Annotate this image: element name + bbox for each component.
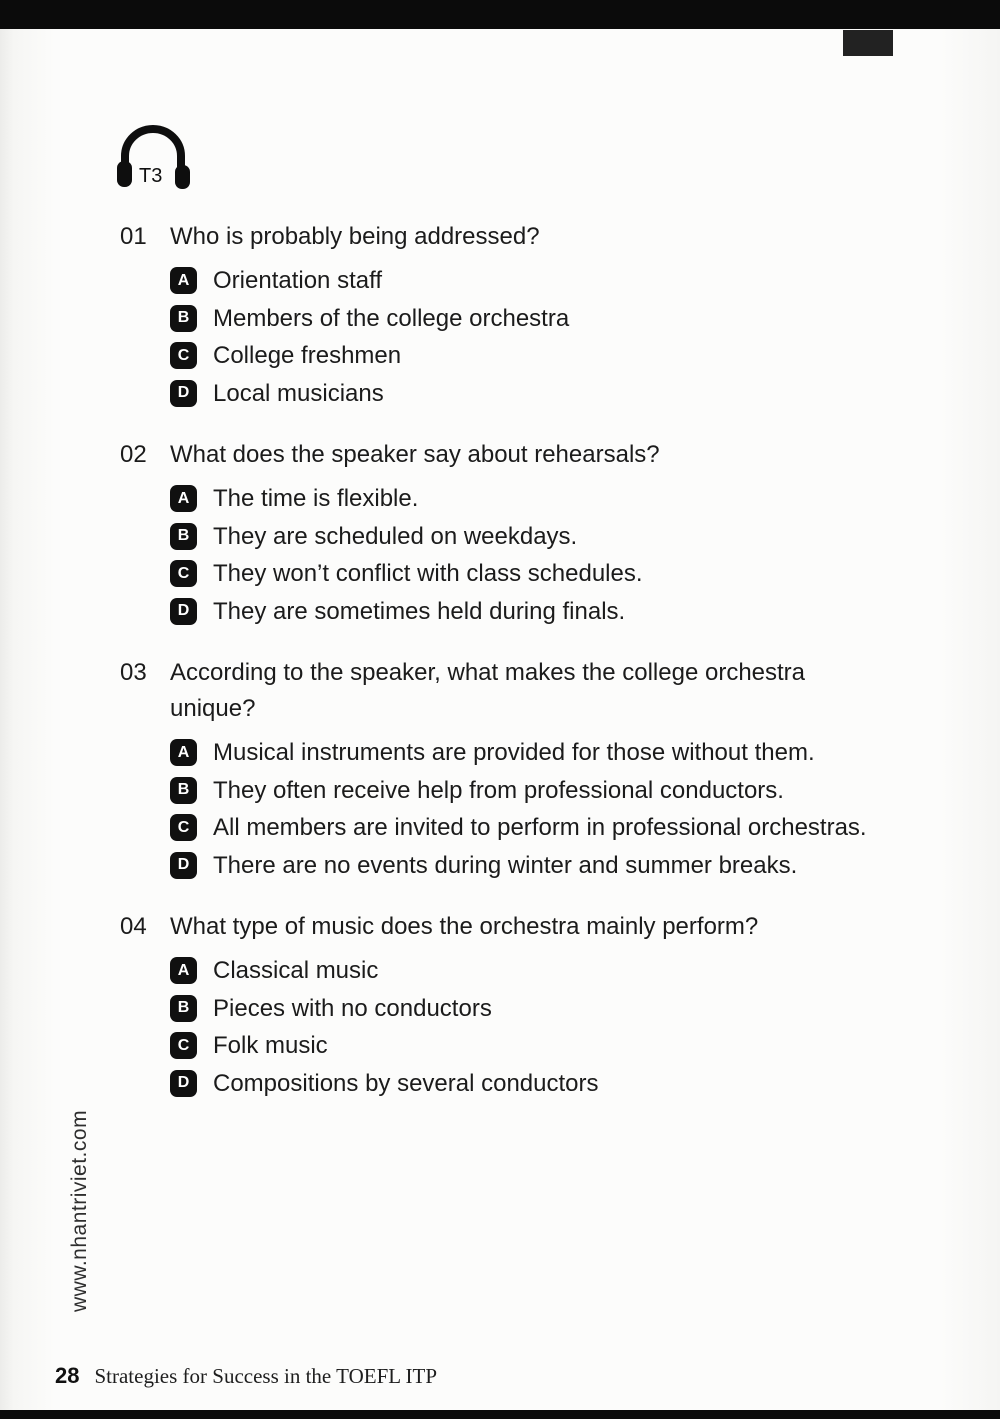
- option-letter-badge: C: [170, 342, 197, 369]
- question-number: 02: [120, 441, 147, 468]
- option-b: [170, 519, 1000, 555]
- option-b: [170, 301, 1000, 337]
- book-title: Strategies for Success in the TOEFL ITP: [94, 1364, 438, 1388]
- option-letter-badge: A: [170, 485, 197, 512]
- option-text: They are scheduled on weekdays.: [213, 522, 578, 550]
- option-text: They won’t conflict with class schedules.: [213, 560, 643, 587]
- audio-track-label: T3: [139, 165, 163, 187]
- option-letter-badge: B: [170, 777, 197, 804]
- question-03: [120, 655, 1000, 909]
- option-a: [170, 953, 1000, 989]
- question-04: [120, 909, 1000, 1127]
- option-text: Compositions by several conductors: [213, 1069, 599, 1097]
- scan-top-edge: [0, 0, 1000, 29]
- option-letter-badge: D: [170, 852, 197, 879]
- scan-bottom-edge: [0, 1410, 1000, 1419]
- option-text: Pieces with no conductors: [213, 994, 492, 1022]
- option-d: [170, 1066, 1000, 1102]
- option-text: Members of the college orchestra: [213, 304, 570, 332]
- option-letter-badge: A: [170, 267, 197, 294]
- option-d: [170, 594, 1000, 630]
- question-text: What type of music does the orchestra mainly perform?: [170, 913, 759, 940]
- option-text: Classical music: [213, 957, 379, 984]
- option-letter-badge: C: [170, 560, 197, 587]
- option-c: [170, 338, 1000, 374]
- option-a: [170, 481, 1000, 517]
- option-d: [170, 376, 1000, 412]
- question-text: According to the speaker, what makes the college orchestra unique?: [170, 659, 806, 722]
- option-a: [170, 735, 1000, 771]
- page-content: [0, 29, 1000, 1127]
- option-c: [170, 1028, 1000, 1064]
- option-text: Orientation staff: [213, 267, 382, 294]
- page-footer: [55, 1363, 437, 1389]
- question-text: What does the speaker say about rehearsals?: [170, 441, 660, 468]
- option-text: There are no events during winter and summer breaks.: [213, 851, 798, 879]
- option-letter-badge: A: [170, 739, 197, 766]
- page-number: 28: [55, 1363, 80, 1388]
- option-text: The time is flexible.: [213, 485, 419, 512]
- question-02: [120, 437, 1000, 655]
- question-number: 01: [120, 223, 147, 250]
- option-d: [170, 848, 1000, 884]
- question-01: [120, 219, 1000, 437]
- audio-track-marker: [114, 125, 1000, 189]
- option-text: They are sometimes held during finals.: [213, 597, 626, 625]
- option-letter-badge: C: [170, 1032, 197, 1059]
- option-b: [170, 991, 1000, 1027]
- question-text: Who is probably being addressed?: [170, 223, 540, 250]
- option-letter-badge: D: [170, 598, 197, 625]
- watermark-url: www.nhantriviet.com: [68, 1109, 91, 1312]
- option-c: [170, 556, 1000, 592]
- option-text: They often receive help from professional conductors.: [213, 776, 784, 804]
- option-b: [170, 773, 1000, 809]
- question-number: 03: [120, 659, 147, 686]
- option-text: Folk music: [213, 1032, 328, 1059]
- option-a: [170, 263, 1000, 299]
- option-letter-badge: A: [170, 957, 197, 984]
- question-number: 04: [120, 913, 147, 940]
- option-letter-badge: B: [170, 523, 197, 550]
- option-letter-badge: B: [170, 305, 197, 332]
- option-c: [170, 810, 1000, 846]
- option-letter-badge: D: [170, 1070, 197, 1097]
- option-text: College freshmen: [213, 342, 402, 369]
- headphones-icon: [114, 125, 194, 189]
- option-letter-badge: D: [170, 380, 197, 407]
- option-letter-badge: B: [170, 995, 197, 1022]
- option-text: Musical instruments are provided for those without them.: [213, 739, 815, 766]
- option-text: All members are invited to perform in professional orchestras.: [213, 814, 867, 841]
- option-text: Local musicians: [213, 379, 384, 407]
- option-letter-badge: C: [170, 814, 197, 841]
